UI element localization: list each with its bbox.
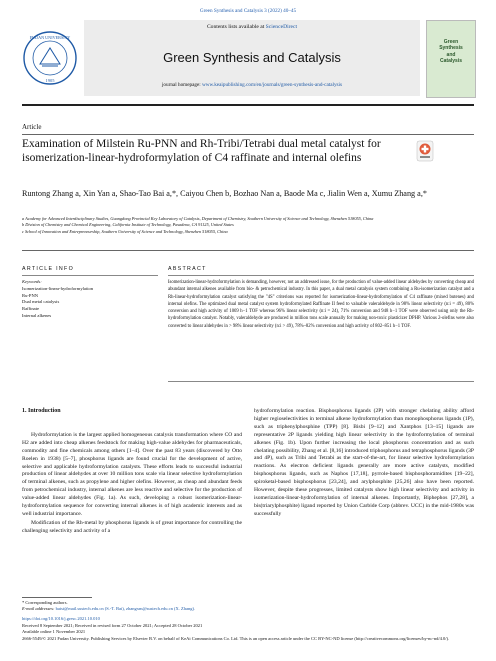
available-online: Available online 1 November 2021: [22, 629, 86, 634]
keyword-item: Ru-PNN: [22, 292, 39, 298]
cover-line: and: [446, 51, 456, 58]
keyword-item: Dual metal catalysis: [22, 299, 60, 305]
homepage-prefix: journal homepage:: [161, 82, 203, 88]
keyword-item: Isomerization-linear-hydroformylation: [22, 285, 94, 291]
received-dates: Received 8 September 2021; Received in revised form 27 October 2021; Accepted 28 October 2021: [22, 622, 203, 628]
keyword-item: Raffinate: [22, 306, 40, 312]
journal-cover-thumbnail: [426, 20, 476, 98]
keywords-block: [22, 279, 158, 320]
keywords-label: Keywords:: [22, 279, 42, 284]
footnote-rule: [22, 597, 92, 598]
banner-rule: [22, 104, 474, 106]
cover-line: Green: [443, 39, 459, 45]
logo-text: FUDAN UNIVERSITY: [29, 35, 71, 40]
email-links[interactable]: baist@mail.sustech.edu.cn (S.-T. Bai), zhangxm@sustech.edu.cn (X. Zhang).: [55, 606, 196, 612]
affiliation-item: b Division of Chemistry and Chemical Engineering, California Institute of Technology, Pasadena, CA 91125, United States: [22, 222, 234, 228]
cover-line: Catalysis: [440, 58, 462, 65]
email-label: E-mail addresses:: [22, 606, 56, 612]
journal-info-box: [84, 20, 420, 96]
introduction-heading: 1. Introduction: [22, 408, 61, 414]
abstract-bottom-rule: [168, 381, 474, 382]
author-list: Runtong Zhang a, Xin Yan a, Shao-Tao Bai a,*, Caiyou Chen b, Bozhao Nan a, Baode Ma c, Jialin Wen a, Xumu Zhang a,*: [22, 189, 427, 198]
running-header[interactable]: Green Synthesis and Catalysis 3 (2022) 40–45: [199, 8, 297, 14]
cover-line: Synthesis: [439, 45, 463, 52]
sciencedirect-link[interactable]: ScienceDirect: [265, 24, 298, 30]
article-title: Examination of Milstein Ru-PNN and Rh-Tribi/Tetrabi dual metal catalyst for isomerization-linear-hydroformylation of C4 raffinate and internal olefins: [22, 138, 381, 164]
body-paragraph: hydroformylation reaction. Bisphosphorus ligands (2P) with stronger chelating ability afford higher regioselectivities in terminal alkene hydroformylation than monophosphorus ligands (1P), such as triphenylphosphine (TPP) [8]. Bisbi [9–12] and Xantphos [13–15] ligands are representative 2P ligands yielding high linear selectivity in the hydroformylation of terminal alkenes (Fig. 1b). Upon further increasing the local phosphorus concentration and as such chelating possibility, Zhang et al. [8,16] introduced triphosphorus and tetraphosphorus ligands (3P and 4P), such as Tribi and Tetrabi as the start-of-the-art, for linear selective hydroformylation reactions. As electron deficient ligands generally are more active catalysts, modified bisphosphorus ligands, such as Naphos [17,18], pyrrole-based bisphosphoramidites [19–22], spiroketal-based bisphosphorus [23,24], and arylphosphite [25,26] also have been reported. However, despite these progresses, limited catalysts show high linear selectivity and activity in isomerization-linear-hydroformylation of internal alkenes. Importantly, Biphephos [27,28], a bis(triarylphosphite) ligand reported by Union Carbide Corp (abbrev. UCC) in the mid-1980s was successfully: [254, 408, 474, 517]
body-paragraph: Hydroformylation is the largest applied homogeneous catalysis transformation where CO and H2 are added into cheap alkenes feedstock for making high-value aldehydes for pharmaceuticals, commodity and fine chemicals among others [1–4]. Over the past 83 years (discovered by Otto Roelen in 1938) [5–7], phosphorus ligands are found crucial for the development of active, selective and applicable hydroformylation catalysts. These efforts leads to successful industrial production of linear aldehydes at over 10 million tons scale via linear selective hydroformylation of terminal alkenes, such as propylene and higher olefins. However, as cheap and abundant feeds from petrochemical industry, internal alkenes are less reactive and selective for the production of value-added linear aldehydes (Fig. 1a). As such, developing a robust isomerization-linear-hydroformylation sequence for converting internal alkenes is of high academic interests and as well industrial importance.: [22, 431, 242, 517]
journal-title: Green Synthesis and Catalysis: [163, 50, 341, 65]
keyword-item: Internal alkenes: [22, 312, 52, 318]
contents-prefix: Contents lists available at: [206, 24, 266, 30]
university-seal-logo: [22, 30, 78, 86]
journal-banner: [22, 20, 474, 100]
title-rule: [22, 134, 474, 135]
doi-link[interactable]: https://doi.org/10.1016/j.gresc.2021.10.010: [22, 616, 100, 621]
contents-line: [84, 24, 420, 30]
homepage-link[interactable]: www.keaipublishing.com/en/journals/green-synthesis-and-catalysis: [202, 82, 343, 88]
article-type: Article: [22, 123, 42, 131]
affiliations: [22, 216, 474, 235]
abstract-rule: [168, 275, 474, 276]
abstract-text: Isomerization-linear-hydroformylation is demanding, however, not an addressed issue, for the production of value-added linear aldehydes by converting cheap and abundant internal alkenes available from bio- & petrochemical industry. In this paper, a dual metal catalysis system combining a Ru-isomerization catalyst and a Rh-linear-hydroformylation catalyst satisfying the "4S" criterions was reported for isomerization-linear-hydroformylation of C4 raffinate (mixed butenes) and internal olefins. The optimized dual metal catalyst system hydroformylated Raffinate II feed to valuable valeraldehyde in 98% linear selectivity (n:i = 49), 80% conversion and high activity of 1069 h−1 TOF whereas 96% linear selectivity (n:i = 24), 71% conversion and 948 h−1 TOF were observed using only the Rh-hydroformylation catalyst. Notably, valeraldehyde are produced in million tons scale annually for making non-toxic plasticizer DPHP. Various 2-olefins were also converted to linear aldehydes in > 98% linear selectivity (n:i > 49), 78%–82% conversion and high activity of 802–851 h−1 TOF.: [168, 280, 474, 329]
corresponding-note: * Corresponding authors.: [22, 600, 68, 605]
affiliation-item: a Academy for Advanced Interdisciplinary Studies, Guangdong Provincial Key Laboratory of Catalysis, Department of Chemistry, Southern University of Science and Technology, Shenzhen 518055, China: [22, 216, 374, 221]
body-column-right: [254, 408, 474, 520]
crossmark-icon[interactable]: [416, 140, 434, 162]
article-info-heading: ARTICLE INFO: [22, 266, 74, 272]
logo-year: 1905: [45, 78, 55, 83]
email-line: [22, 606, 462, 612]
homepage-line: [84, 82, 420, 88]
license-text: 2666-5549/© 2021 Fudan University. Publishing Services by Elsevier B.V. on behalf of KeAi Communications Co. Ltd. This is an open access article under the CC BY-NC-ND license (http://creativecommons.org/licenses/by-nc-nd/4.0/).: [22, 635, 450, 641]
section-rule: [22, 250, 474, 251]
affiliation-item: c School of Innovation and Entrepreneurship, Southern University of Science and Technology, Shenzhen 518055, China: [22, 228, 228, 234]
article-info-rule: [22, 275, 158, 276]
publication-info: [22, 616, 474, 642]
body-paragraph: Modification of the Rh-metal by phosphorus ligands is of great importance for controlling the challenging selectivity and activity of a: [22, 519, 242, 534]
abstract-heading: ABSTRACT: [168, 266, 207, 272]
body-column-left: [22, 408, 242, 537]
footnotes: [22, 600, 462, 613]
